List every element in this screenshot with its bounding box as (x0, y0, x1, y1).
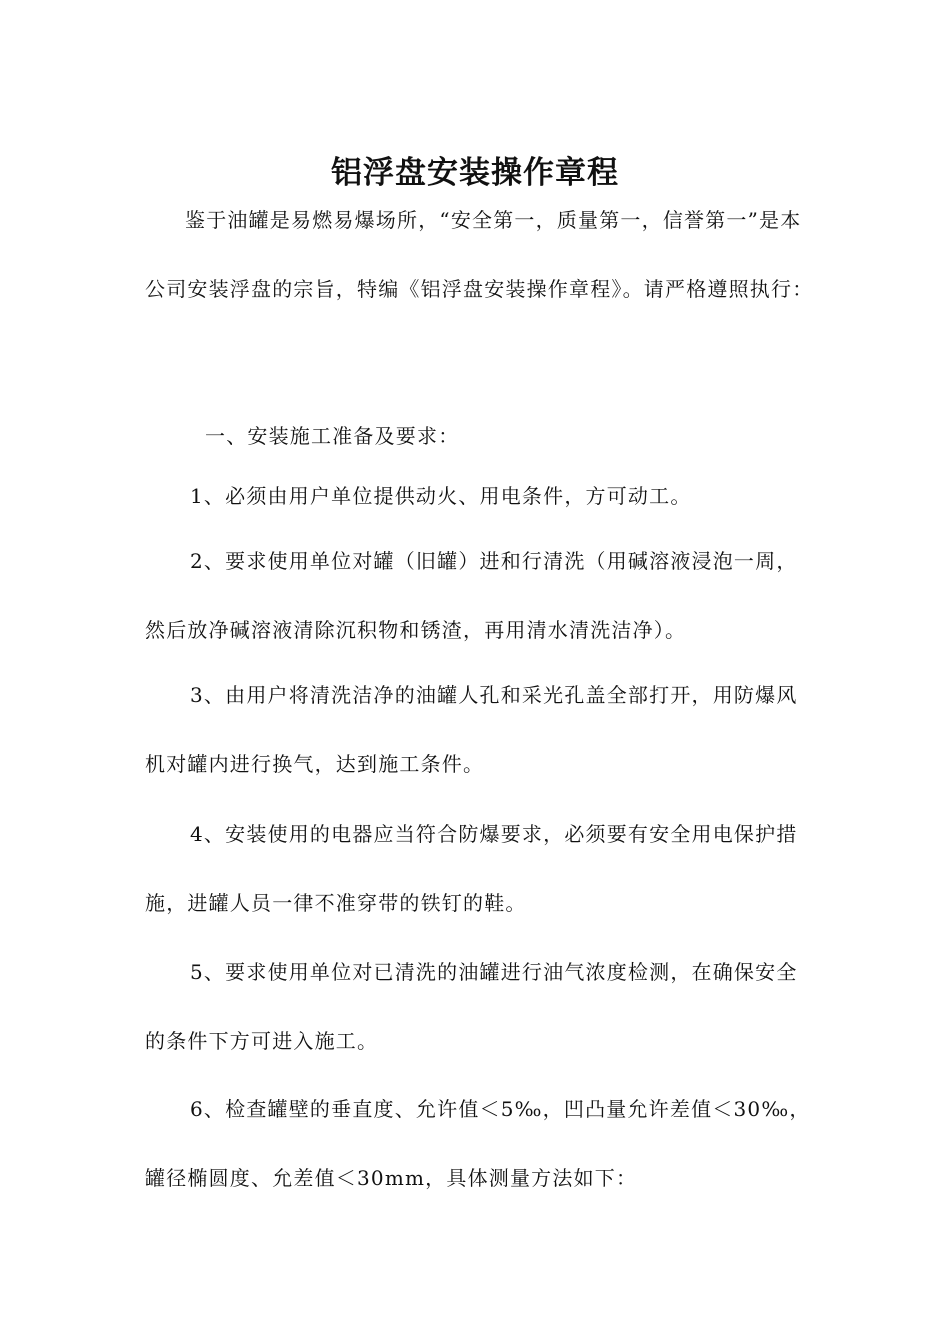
list-item: 4、安装使用的电器应当符合防爆要求，必须要有安全用电保护措施，进罐人员一律不准穿带的铁钉的鞋。 (145, 822, 798, 915)
list-item: 1、必须由用户单位提供动火、用电条件，方可动工。 (190, 484, 692, 508)
list-item: 3、由用户将清洗洁净的油罐人孔和采光孔盖全部打开，用防爆风机对罐内进行换气，达到施工条件。 (145, 683, 798, 776)
intro-paragraph: 鉴于油罐是易燃易爆场所，“安全第一，质量第一，信誉第一”是本公司安装浮盘的宗旨，特编《铝浮盘安装操作章程》。请严格遵照执行： (145, 208, 814, 301)
document-title: 铝浮盘安装操作章程 (331, 154, 619, 191)
list-item: 6、检查罐壁的垂直度、允许值＜5‰，凹凸量允许差值＜30‰，罐径椭圆度、允差值＜30mm，具体测量方法如下： (145, 1097, 811, 1190)
list-item: 5、要求使用单位对已清洗的油罐进行油气浓度检测，在确保安全的条件下方可进入施工。 (145, 960, 798, 1053)
section-heading: 一、安装施工准备及要求： (205, 424, 460, 448)
list-item: 2、要求使用单位对罐（旧罐）进和行清洗（用碱溶液浸泡一周，然后放净碱溶液清除沉积物和锈渣，再用清水清洗洁净）。 (145, 549, 798, 642)
